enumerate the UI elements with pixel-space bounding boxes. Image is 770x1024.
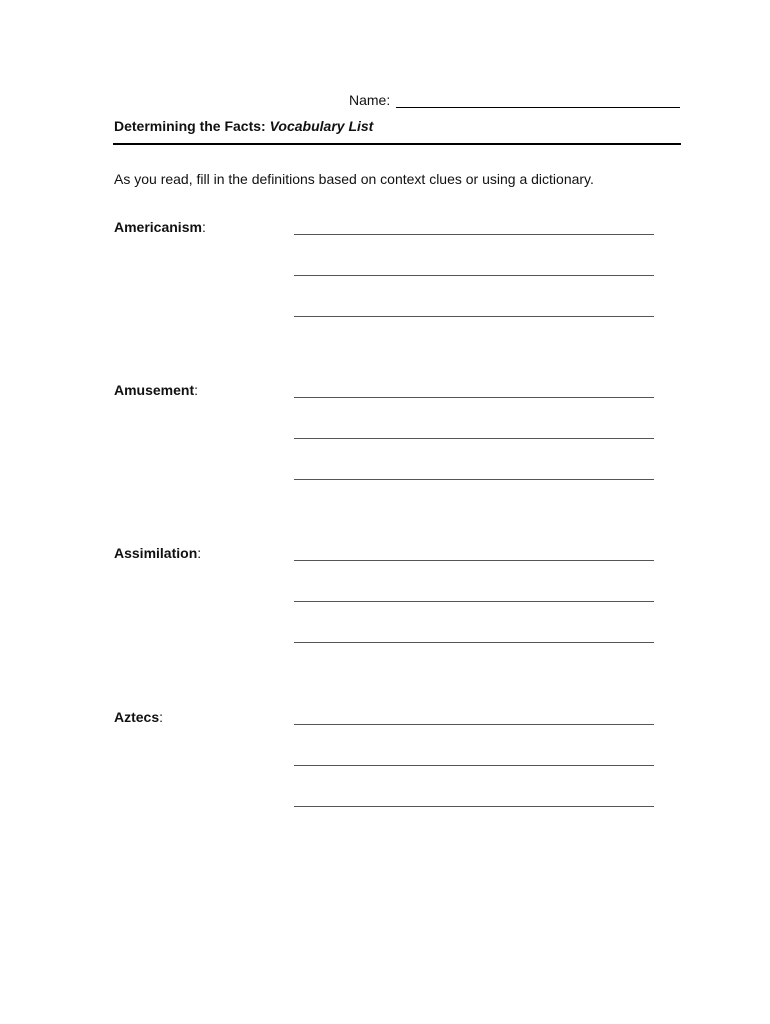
term-label: [114, 545, 201, 561]
term-block-amusement: [0, 382, 770, 502]
name-label: Name:: [349, 92, 391, 108]
term-block-assimilation: [0, 545, 770, 665]
definition-line-2[interactable]: [294, 765, 654, 766]
definition-line-1[interactable]: [294, 234, 654, 235]
term-label: [114, 709, 163, 725]
term-word: Americanism: [114, 219, 202, 235]
term-word: Aztecs: [114, 709, 160, 725]
name-blank-line[interactable]: [396, 92, 680, 108]
term-block-americanism: [0, 219, 770, 339]
term-colon: :: [201, 219, 206, 235]
instructions-text: As you read, fill in the definitions based on context clues or using a dictionary.: [114, 171, 594, 187]
definition-line-3[interactable]: [294, 806, 654, 807]
definition-line-2[interactable]: [294, 601, 654, 602]
worksheet-title: [114, 118, 373, 134]
term-colon: :: [197, 545, 202, 561]
definition-line-3[interactable]: [294, 316, 654, 317]
definition-line-2[interactable]: [294, 438, 654, 439]
definition-line-1[interactable]: [294, 560, 654, 561]
term-word: Assimilation: [114, 545, 198, 561]
name-field-row: [349, 92, 680, 108]
term-label: [114, 382, 198, 398]
term-colon: :: [194, 382, 199, 398]
term-label: [114, 219, 206, 235]
definition-line-1[interactable]: [294, 397, 654, 398]
title-divider: [113, 143, 681, 145]
term-block-aztecs: [0, 709, 770, 829]
term-word: Amusement: [114, 382, 195, 398]
term-colon: :: [159, 709, 164, 725]
definition-line-2[interactable]: [294, 275, 654, 276]
definition-line-3[interactable]: [294, 642, 654, 643]
definition-line-1[interactable]: [294, 724, 654, 725]
title-prefix: Determining the Facts:: [114, 118, 270, 134]
title-italic: Vocabulary List: [269, 118, 374, 134]
definition-line-3[interactable]: [294, 479, 654, 480]
